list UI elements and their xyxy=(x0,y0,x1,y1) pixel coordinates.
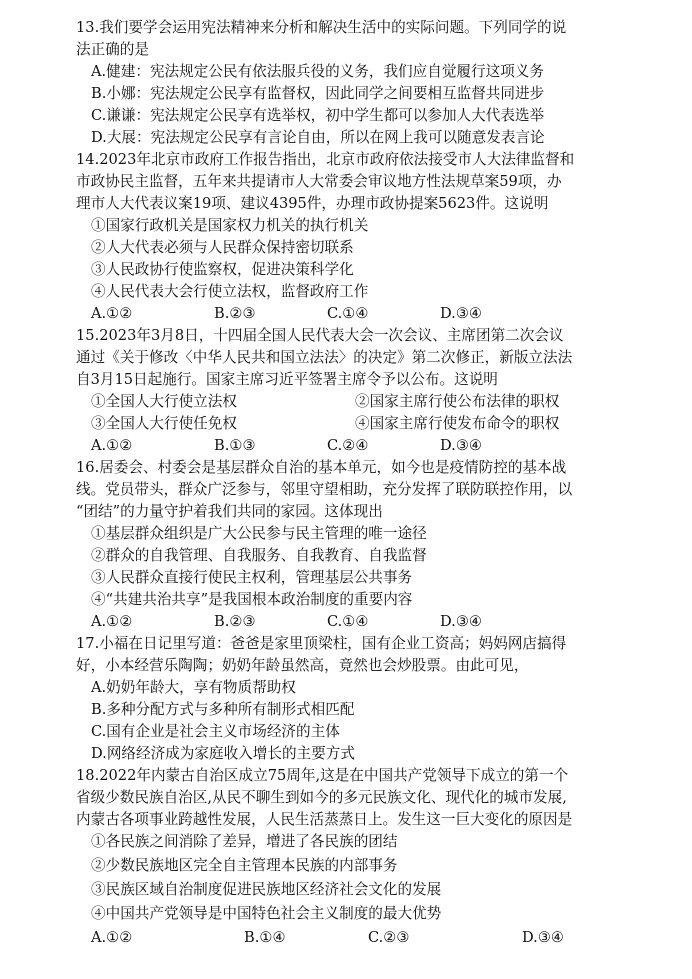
q13-option-d: D.大展：宪法规定公民享有言论自由，所以在网上我可以随意发表言论 xyxy=(91,129,545,146)
q16-stem-line-3: “团结”的力量守护着我们共同的家园。这体现出 xyxy=(76,503,383,520)
q17-option-b: B.多种分配方式与多种所有制形式相匹配 xyxy=(91,701,355,718)
q18-choice-a: A.①② xyxy=(91,929,133,946)
q18-statement-2: ②少数民族地区完全自主管理本民族的内部事务 xyxy=(91,857,398,874)
q16-statement-2: ②群众的自我管理、自我服务、自我教育、自我监督 xyxy=(91,547,427,564)
q15-statements-row-2 xyxy=(0,413,692,435)
q16-statement-4: ④“共建共治共享”是我国根本政治制度的重要内容 xyxy=(91,591,413,608)
q14-stem-line-1: 14.2023年北京市政府工作报告指出，北京市政府依法接受市人大法律监督和 xyxy=(76,151,575,168)
q13-stem-line-2: 法正确的是 xyxy=(76,41,149,58)
q16-choice-b: B.②③ xyxy=(214,613,256,630)
q17-stem-line-1: 17.小福在日记里写道：爸爸是家里顶梁柱，国有企业工资高；妈妈网店搞得 xyxy=(76,635,567,652)
q15-stem-line-3: 自3月15日起施行。国家主席习近平签署主席令予以公布。这说明 xyxy=(76,371,498,388)
q15-choice-b: B.①③ xyxy=(214,437,256,454)
q13-option-a: A.健建：宪法规定公民有依法服兵役的义务，我们应自觉履行这项义务 xyxy=(91,63,544,80)
q15-statements-row-1 xyxy=(0,391,692,413)
q14-choice-d: D.③④ xyxy=(440,305,482,322)
q18-stem-line-2: 省级少数民族自治区,从民不聊生到如今的多元民族文化、现代化的城市发展, xyxy=(76,789,567,806)
q13-option-b: B.小娜：宪法规定公民享有监督权，因此同学之间要相互监督共同进步 xyxy=(91,85,545,102)
q16-stem-line-2: 线。党员带头，群众广泛参与，邻里守望相助，充分发挥了联防联控作用，以 xyxy=(76,481,573,498)
q18-stem-line-1: 18.2022年内蒙古自治区成立75周年,这是在中国共产党领导下成立的第一个 xyxy=(76,767,569,784)
q17-stem-line-2: 好，小本经营乐陶陶；奶奶年龄虽然高，竟然也会炒股票。由此可见， xyxy=(76,657,529,674)
q16-choice-d: D.③④ xyxy=(440,613,482,630)
q15-choice-a: A.①② xyxy=(91,437,133,454)
q15-stem-line-2: 通过《关于修改〈中华人民共和国立法法〉的决定》第二次修正，新版立法法 xyxy=(76,349,573,366)
q14-stem-line-3: 理市人大代表议案19项、建议4395件，办理市政协提案5623件。这说明 xyxy=(76,195,549,212)
q17-option-c: C.国有企业是社会主义市场经济的主体 xyxy=(91,723,340,740)
q15-stem-line-1: 15.2023年3月8日，十四届全国人民代表大会一次会议、主席团第二次会议 xyxy=(76,327,564,344)
q14-statement-2: ②人大代表必须与人民群众保持密切联系 xyxy=(91,239,354,256)
q15-statement-3: ③全国人大行使任免权 xyxy=(91,415,237,432)
q15-statement-4: ④国家主席行使发布命令的职权 xyxy=(355,415,560,432)
q14-choice-a: A.①② xyxy=(91,305,133,322)
q14-choices xyxy=(0,303,692,325)
q18-statement-1: ①各民族之间消除了差异，增进了各民族的团结 xyxy=(91,833,398,850)
q15-choice-d: D.③④ xyxy=(440,437,482,454)
q14-stem-line-2: 市政协民主监督，五年来共提请市人大常委会审议地方性法规草案59项，办 xyxy=(76,173,562,190)
q15-choices xyxy=(0,435,692,457)
q14-choice-c: C.①④ xyxy=(327,305,369,322)
q15-choice-c: C.②④ xyxy=(327,437,369,454)
q16-choice-c: C.①④ xyxy=(327,613,369,630)
q15-statement-2: ②国家主席行使公布法律的职权 xyxy=(355,393,560,410)
q17-option-a: A.奶奶年龄大，享有物质帮助权 xyxy=(91,679,296,696)
q16-stem-line-1: 16.居委会、村委会是基层群众自治的基本单元，如今也是疫情防控的基本战 xyxy=(76,459,567,476)
q14-choice-b: B.②③ xyxy=(214,305,256,322)
q18-choices xyxy=(0,927,692,949)
q16-statement-3: ③人民群众直接行使民主权利，管理基层公共事务 xyxy=(91,569,413,586)
q17-option-d: D.网络经济成为家庭收入增长的主要方式 xyxy=(91,745,355,762)
q13-option-c: C.谦谦：宪法规定公民享有选举权，初中学生都可以参加人大代表选举 xyxy=(91,107,545,124)
q14-statement-4: ④人民代表大会行使立法权，监督政府工作 xyxy=(91,283,369,300)
q16-statement-1: ①基层群众组织是广大公民参与民主管理的唯一途径 xyxy=(91,525,427,542)
q15-statement-1: ①全国人大行使立法权 xyxy=(91,393,237,410)
q18-statement-4: ④中国共产党领导是中国特色社会主义制度的最大优势 xyxy=(91,905,442,922)
q14-statement-3: ③人民政协行使监察权，促进决策科学化 xyxy=(91,261,354,278)
q16-choice-a: A.①② xyxy=(91,613,133,630)
q16-choices xyxy=(0,611,692,633)
q18-choice-d: D.③④ xyxy=(522,929,564,946)
q18-statement-3: ③民族区域自治制度促进民族地区经济社会文化的发展 xyxy=(91,881,442,898)
q18-choice-b: B.①④ xyxy=(244,929,286,946)
q18-choice-c: C.②③ xyxy=(368,929,410,946)
q18-stem-line-3: 内蒙古各项事业跨越性发展，人民生活蒸蒸日上。发生这一巨大变化的原因是 xyxy=(76,811,573,828)
q13-stem-line-1: 13.我们要学会运用宪法精神来分析和解决生活中的实际问题。下列同学的说 xyxy=(76,19,567,36)
q14-statement-1: ①国家行政机关是国家权力机关的执行机关 xyxy=(91,217,369,234)
